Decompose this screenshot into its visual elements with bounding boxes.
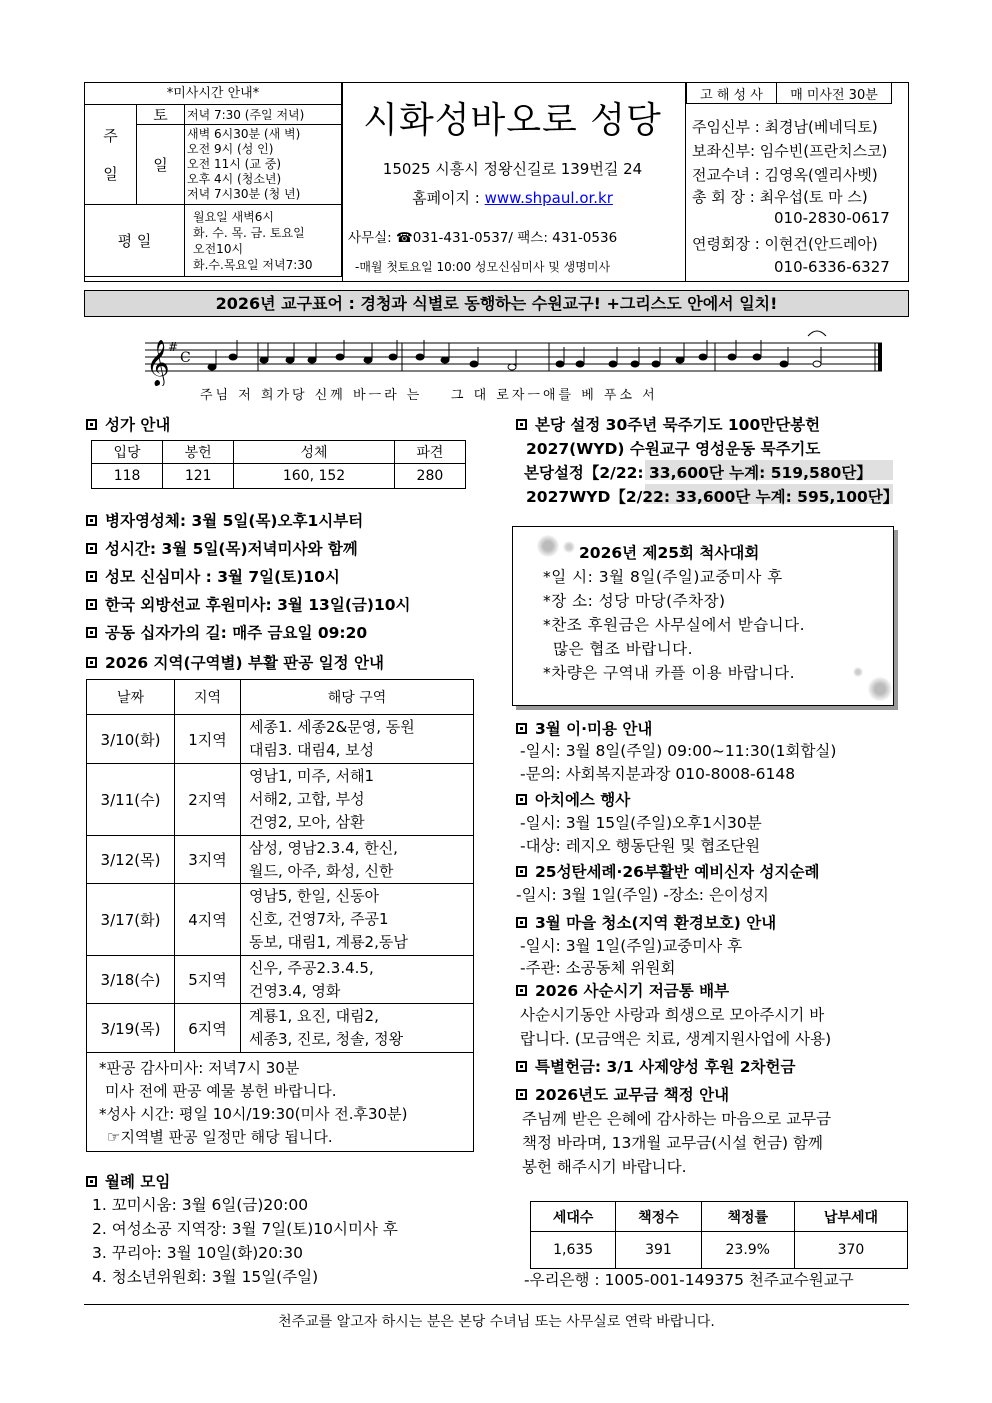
notice-mission-mass: 한국 외방선교 후원미사: 3월 13일(금)10시 xyxy=(86,593,411,615)
checkbox-icon xyxy=(516,794,527,805)
notice-cleanup: 3월 마을 청소(지역 환경보호) 안내 xyxy=(516,911,836,935)
notice-stations-cross: 공동 십자가의 길: 매주 금요일 09:20 xyxy=(86,621,367,643)
table-row: 3/10(화) 1지역 세종1. 세종2&문영, 동원 대림3. 대림4, 보성 xyxy=(87,715,474,764)
checkbox-icon xyxy=(516,1061,527,1072)
weekday-times: 월요일 새벽6시 화. 수. 목. 금. 토요일 오전10시 화.수.목요일 저녁7:30 xyxy=(185,205,342,277)
checkbox-icon xyxy=(516,723,527,734)
notice-lent-box: 2026 사순시기 저금통 배부 xyxy=(516,979,836,1003)
contest-box xyxy=(512,526,894,706)
checkbox-icon xyxy=(86,657,97,668)
address: 15025 시흥시 정왕신길로 139번길 24 xyxy=(382,160,643,178)
decor-dot-icon xyxy=(853,667,863,677)
confession-table xyxy=(686,82,892,104)
music-staff xyxy=(140,326,890,386)
confession-label: 고 해 성 사 xyxy=(687,83,777,104)
bank-account: -우리은행 : 1005-001-149375 천주교수원교구 xyxy=(524,1271,854,1289)
table-row: 3/12(목) 3지역 삼성, 영남2.3.4, 한신, 월드, 아주, 화성, 신한 xyxy=(87,836,474,884)
decor-dot-icon xyxy=(537,535,559,557)
svg-text:#: # xyxy=(168,340,179,354)
checkbox-icon xyxy=(86,543,97,554)
notice-marian-mass: 성모 신심미사 : 3월 7일(토)10시 xyxy=(86,565,340,587)
notice-sick-communion: 병자영성체: 3월 5일(목)오후1시부터 xyxy=(86,509,363,531)
motto-bar: 2026년 교구표어 : 경청과 식별로 동행하는 수원교구! +그리스도 안에서 일치! xyxy=(84,290,909,317)
hymn-table: 입당 봉헌 성체 파견 118 121 160, 152 280 xyxy=(91,440,466,489)
notice-easter-confession: 2026 지역(구역별) 부활 판공 일정 안내 xyxy=(86,651,384,673)
checkbox-icon xyxy=(516,866,527,877)
tithe-table: 세대수 책정수 책정률 납부세대 1,635 391 23.9% 370 xyxy=(530,1201,908,1269)
sun-label: 일 xyxy=(137,125,185,205)
schedule-notes: *판공 감사미사: 저녁7시 30분 미사 전에 판공 예물 봉헌 바랍니다. *성사 시간: 평일 10시/19:30(미사 전.후30분) ☞지역별 판공 일정만 해당 됩니다. xyxy=(87,1053,474,1152)
parish-name: 시화성바오로 성당 xyxy=(363,100,662,141)
office-phone: 사무실: ☎031-431-0537/ 팩스: 431-0536 xyxy=(348,230,618,246)
sat-time: 저녁 7:30 (주일 저녁) xyxy=(185,105,342,125)
hymn-title: 성가 안내 xyxy=(86,413,170,435)
notice-tithe: 2026년도 교무금 책정 안내 xyxy=(516,1083,836,1107)
checkbox-icon xyxy=(86,515,97,526)
time-signature: C xyxy=(180,350,191,366)
treble-clef-icon: 𝄞 xyxy=(146,340,170,386)
notice-acies: 아치에스 행사 xyxy=(516,788,836,812)
staff-list: 주임신부 : 최경남(베네딕토) 보좌신부: 임수빈(프란치스코) 전교수녀 : 김영옥(엘리사벳) 총 회 장 : 최우섭(토 마 스) 010-2830-0617 연령회장 : 이현건(안드레아) 010-6336-6327 xyxy=(692,118,890,276)
right-notices: 3월 이·미용 안내 -일시: 3월 8일(주일) 09:00~11:30(1회합실) -문의: 사회복지분과장 010-8008-6148 아치에스 행사 -일시: 3월 15일(주일)오후1시30분 -대상: 레지오 행동단원 및 협조단원 25성탄세례·26부활반 예비신자 성지순례 -일시: 3월 1일(주일) -장소: 은이성지 3월 마을 청소(지역 환경보호) 안내 -일시: 3월 1일(주일)교중미사 후 -주관: 소공동체 위원회 2026 사순시기 저금통 배부 사순시기동안 사랑과 희생으로 모아주시기 바 랍니다. (모금액은 치료, 생계지원사업에 사용) 특별헌금: 3/1 사제양성 후원 2차헌금 2026년도 교무금 책정 안내 주님께 받은 은혜에 감사하는 마음으로 교무금 책정 바라며, 13개월 교무금(시설 헌금) 함께 봉헌 해주시기 바랍니다. xyxy=(516,720,837,1176)
mass-title: *미사시간 안내* xyxy=(85,83,342,105)
decor-dot-icon xyxy=(868,677,892,701)
table-row: 3/19(목) 6지역 계룡1, 요진, 대림2, 세종3, 진로, 청솔, 정왕 xyxy=(87,1004,474,1053)
checkbox-icon xyxy=(516,917,527,928)
notice-special-collection: 특별헌금: 3/1 사제양성 후원 2차헌금 xyxy=(516,1055,836,1079)
checkbox-icon xyxy=(86,599,97,610)
mass-times-table xyxy=(84,82,342,277)
notice-pilgrimage: 25성탄세례·26부활반 예비신자 성지순례 xyxy=(516,860,836,884)
contest-title: 2026년 제25회 척사대회 xyxy=(579,544,760,562)
homepage-link[interactable]: www.shpaul.or.kr xyxy=(484,189,613,207)
weekday-label: 평 일 xyxy=(85,205,185,277)
monthly-meetings-list: 1. 꼬미시움: 3월 6일(금)20:00 2. 여성소공 지역장: 3월 7일(토)10시미사 후 3. 꾸리아: 3월 10일(화)20:30 4. 청소년위원회: 3월 15일(주일) xyxy=(92,1196,398,1286)
checkbox-icon xyxy=(86,1176,97,1187)
contest-lines: *일 시: 3월 8일(주일)교중미사 후 *장 소: 성당 마당(주차장) *찬조 후원금은 사무실에서 받습니다. 많은 협조 바랍니다. *차량은 구역내 카플 이용 바랍니다. xyxy=(543,568,806,682)
first-saturday: -매월 첫토요일 10:00 성모신심미사 및 생명미사 xyxy=(355,260,611,274)
checkbox-icon xyxy=(86,571,97,582)
decor-dot-icon xyxy=(563,541,575,553)
checkbox-icon xyxy=(86,419,97,430)
confession-schedule-table: 날짜 지역 해당 구역 3/10(화) 1지역 세종1. 세종2&문영, 동원 대림3. 대림4, 보성 3/11(수) 2지역 영남1, 미주, 서해1 서해2, 고합, 부성 건영2, 모아, 삼환 3/12(목) 3지역 삼성, 영남2.3.4, 한신, 월드, 아주, 화성, 신한 3/17(화) 4지역 영남5, 한일, 신동아 신호, 건영7차, 주공1 동보, 대림1, 계룡2,동남 3/18(수) 5지역 신우, 주공2.3.4.5, 건영3.4, 영화 3/19(목) 6지역 계룡1, 요진, 대림2, 세종3, 진로, 청솔, 정왕 *판공 감사미사: 저녁7시 30분 미사 전에 판공 예물 봉헌 바랍니다. *성사 시간: 평일 10시/19:30(미사 전.후30분) ☞지역별 판공 일정만 해당 됩니다. xyxy=(86,679,474,1152)
checkbox-icon xyxy=(516,419,527,430)
sun-times: 새벽 6시30분 (새 벽) 오전 9시 (성 인) 오전 11시 (교 중) 오후 4시 (청소년) 저녁 7시30분 (청 년) xyxy=(185,125,342,205)
table-row: 3/18(수) 5지역 신우, 주공2.3.4.5, 건영3.4, 영화 xyxy=(87,956,474,1004)
table-row: 3/11(수) 2지역 영남1, 미주, 서해1 서해2, 고합, 부성 건영2, 모아, 삼환 xyxy=(87,764,474,836)
homepage: 홈페이지 : www.shpaul.or.kr xyxy=(412,189,613,207)
checkbox-icon xyxy=(516,985,527,996)
sat-label: 토 xyxy=(137,105,185,125)
confession-time: 매 미사전 30분 xyxy=(777,83,892,104)
notice-haircut: 3월 이·미용 안내 xyxy=(516,718,836,740)
sunday-label: 주 일 xyxy=(85,105,137,205)
checkbox-icon xyxy=(516,1089,527,1100)
checkbox-icon xyxy=(86,627,97,638)
lyrics: 주님 저 희가당 신께 바ㅡ라 는 그 대 로자ㅡ애를 베 푸소 서 xyxy=(200,388,658,403)
footer-text: 천주교를 알고자 하시는 분은 본당 수녀님 또는 사무실로 연락 바랍니다. xyxy=(278,1314,715,1330)
notice-holy-hour: 성시간: 3월 5일(목)저녁미사와 함께 xyxy=(86,537,358,559)
table-row: 3/17(화) 4지역 영남5, 한일, 신동아 신호, 건영7차, 주공1 동보, 대림1, 계룡2,동남 xyxy=(87,884,474,956)
monthly-meetings-title: 월례 모임 xyxy=(86,1170,170,1192)
rosary-prayer: 본당 설정 30주년 묵주기도 100만단봉헌 2027(WYD) 수원교구 영성운동 묵주기도 본당설정【2/22: 33,600단 누계: 519,580단】 2027WYD【2/22: 33,600단 누계: 595,100단】 xyxy=(516,413,898,509)
